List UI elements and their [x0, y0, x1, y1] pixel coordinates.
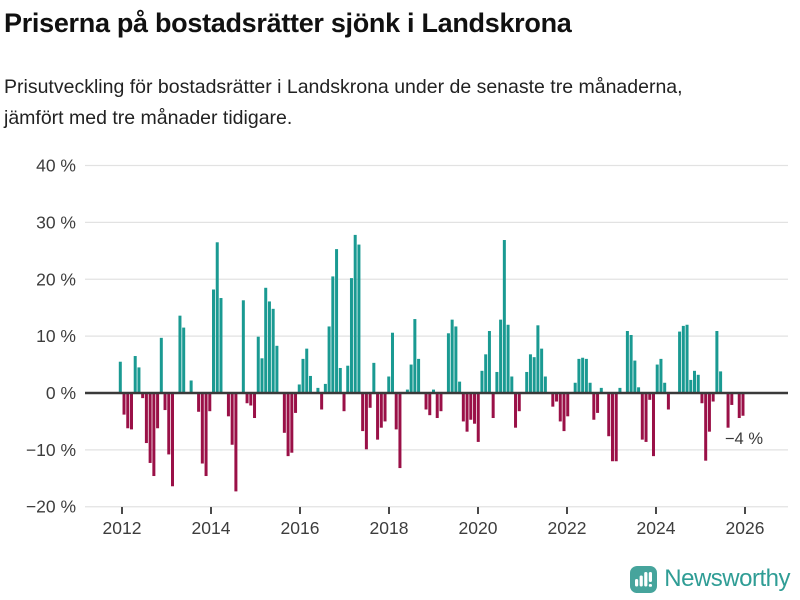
month-bar [417, 359, 420, 393]
x-axis-tick-label: 2012 [102, 518, 142, 538]
month-bar [607, 393, 610, 436]
month-bar [630, 335, 633, 393]
month-bar [738, 393, 741, 418]
month-bar [126, 393, 129, 428]
month-bar [488, 331, 491, 393]
page-subtitle: Prisutveckling för bostadsrätter i Landskrona under de senaste tre månaderna, jämfört med tre månader tidigare. [4, 76, 683, 129]
month-bar [689, 380, 692, 393]
month-bar [212, 290, 215, 394]
month-bar [350, 278, 353, 393]
month-bar [260, 358, 263, 393]
month-bar [152, 393, 155, 476]
month-bar [197, 393, 200, 412]
month-bar [190, 380, 193, 393]
month-bar [294, 393, 297, 413]
month-bar [451, 320, 454, 393]
month-bar [208, 393, 211, 411]
month-bar [268, 301, 271, 393]
month-bar [167, 393, 170, 454]
x-axis-tick-label: 2026 [725, 518, 765, 538]
month-bar [659, 359, 662, 393]
month-bar [398, 393, 401, 468]
month-bar [160, 338, 163, 393]
month-bar [227, 393, 230, 416]
month-bar [391, 333, 394, 393]
month-bar [119, 362, 122, 393]
month-bar [585, 359, 588, 393]
bar-chart-exclamation-glyph [630, 566, 657, 593]
month-bar [234, 393, 237, 491]
x-axis-tick-label: 2014 [191, 518, 231, 538]
y-axis-tick-label: 40 % [36, 155, 76, 176]
month-bar [242, 300, 245, 393]
month-bar [201, 393, 204, 464]
y-axis-tick-label: −20 % [25, 496, 76, 517]
month-bar [652, 393, 655, 456]
month-bar [741, 393, 744, 416]
month-bar [697, 375, 700, 393]
latest-value-annotation: −4 % [724, 430, 763, 448]
month-bar [540, 349, 543, 393]
month-bar [499, 320, 502, 393]
month-bar [343, 393, 346, 411]
x-axis-tick-label: 2018 [369, 518, 409, 538]
month-bar [275, 346, 278, 393]
month-bar [320, 393, 323, 409]
month-bar [574, 383, 577, 393]
month-bar [525, 372, 528, 393]
month-bar [492, 393, 495, 418]
month-bar [372, 363, 375, 393]
month-bar [253, 393, 256, 418]
month-bar [626, 331, 629, 393]
month-bar [164, 393, 167, 410]
month-bar [324, 384, 327, 393]
month-bar [439, 393, 442, 411]
month-bar [305, 349, 308, 393]
month-bar [730, 393, 733, 405]
month-bar [477, 393, 480, 442]
month-bar [559, 393, 562, 421]
month-bar [551, 393, 554, 407]
month-bar [123, 393, 126, 415]
month-bar [257, 337, 260, 393]
month-bar [156, 393, 159, 428]
month-bar [592, 393, 595, 420]
month-bar [663, 383, 666, 393]
month-bar [246, 393, 249, 403]
month-bar [454, 326, 457, 393]
month-bar [436, 393, 439, 418]
month-bar [704, 393, 707, 461]
month-bar [425, 393, 428, 409]
month-bar [149, 393, 152, 463]
month-bar [328, 326, 331, 393]
month-bar [410, 365, 413, 393]
x-axis-tick-label: 2016 [280, 518, 320, 538]
month-bar [205, 393, 208, 476]
month-bar [335, 249, 338, 393]
month-bar [596, 393, 599, 413]
month-bar [615, 393, 618, 461]
month-bar [611, 393, 614, 461]
month-bar [581, 358, 584, 393]
month-bar [641, 393, 644, 440]
month-bar [413, 319, 416, 393]
month-bar [462, 393, 465, 421]
month-bar [376, 393, 379, 440]
month-bar [536, 325, 539, 393]
y-axis-tick-label: 30 % [36, 212, 76, 233]
brand-name: Newsworthy [664, 565, 790, 592]
month-bar [686, 325, 689, 393]
page-title: Priserna på bostadsrätter sjönk i Landskrona [4, 8, 572, 38]
month-bar [682, 326, 685, 393]
month-bar [667, 393, 670, 409]
month-bar [633, 361, 636, 393]
month-bar [708, 393, 711, 432]
month-bar [287, 393, 290, 456]
month-bar [469, 393, 472, 420]
month-bar [480, 371, 483, 393]
x-axis-tick-label: 2024 [636, 518, 676, 538]
month-bar [145, 393, 148, 443]
month-bar [533, 357, 536, 393]
month-bar [458, 382, 461, 393]
month-bar [365, 393, 368, 449]
brand-footer [630, 565, 790, 593]
month-bar [715, 331, 718, 393]
month-bar [495, 372, 498, 393]
month-bar [719, 371, 722, 393]
month-bar [678, 332, 681, 393]
month-bar [645, 393, 648, 442]
month-bar [283, 393, 286, 433]
x-axis-tick-label: 2020 [458, 518, 498, 538]
y-axis-tick-label: 10 % [36, 326, 76, 347]
month-bar [272, 309, 275, 393]
month-bar [577, 359, 580, 393]
month-bar [178, 316, 181, 393]
month-bar [656, 365, 659, 393]
month-bar [354, 235, 357, 393]
month-bar [182, 328, 185, 393]
month-bar [369, 393, 372, 408]
month-bar [428, 393, 431, 415]
month-bar [346, 366, 349, 393]
month-bar [130, 393, 133, 429]
month-bar [395, 393, 398, 429]
month-bar [137, 367, 140, 393]
y-axis-tick-label: −10 % [25, 439, 76, 460]
month-bar [387, 377, 390, 393]
month-bar [529, 354, 532, 393]
month-bar [380, 393, 383, 428]
month-bar [589, 383, 592, 393]
month-bar [339, 368, 342, 393]
month-bar [249, 393, 252, 406]
month-bar [231, 393, 234, 445]
month-bar [514, 393, 517, 428]
month-bar [503, 240, 506, 393]
month-bar [134, 356, 137, 393]
month-bar [484, 354, 487, 393]
month-bar [727, 393, 730, 428]
month-bar [507, 325, 510, 393]
month-bar [216, 242, 219, 393]
month-bar [563, 393, 566, 431]
month-bar [566, 393, 569, 416]
month-bar [473, 393, 476, 424]
month-bar [447, 333, 450, 393]
month-bar [357, 245, 360, 393]
month-bar [309, 376, 312, 393]
month-bar [290, 393, 293, 453]
month-bar [466, 393, 469, 432]
month-bar [510, 377, 513, 393]
month-bar [693, 371, 696, 393]
month-bar [171, 393, 174, 486]
month-bar [544, 377, 547, 393]
month-bar [219, 298, 222, 393]
month-bar [361, 393, 364, 431]
month-bar [331, 276, 334, 393]
y-axis-tick-label: 0 % [45, 383, 76, 403]
newsworthy-logo-icon [630, 566, 657, 593]
x-axis-tick-label: 2022 [547, 518, 587, 538]
month-bar [384, 393, 387, 421]
y-axis-tick-label: 20 % [36, 269, 76, 290]
month-bar [518, 393, 521, 411]
month-bar [302, 359, 305, 393]
month-bar [264, 288, 267, 393]
month-bar [700, 393, 703, 403]
